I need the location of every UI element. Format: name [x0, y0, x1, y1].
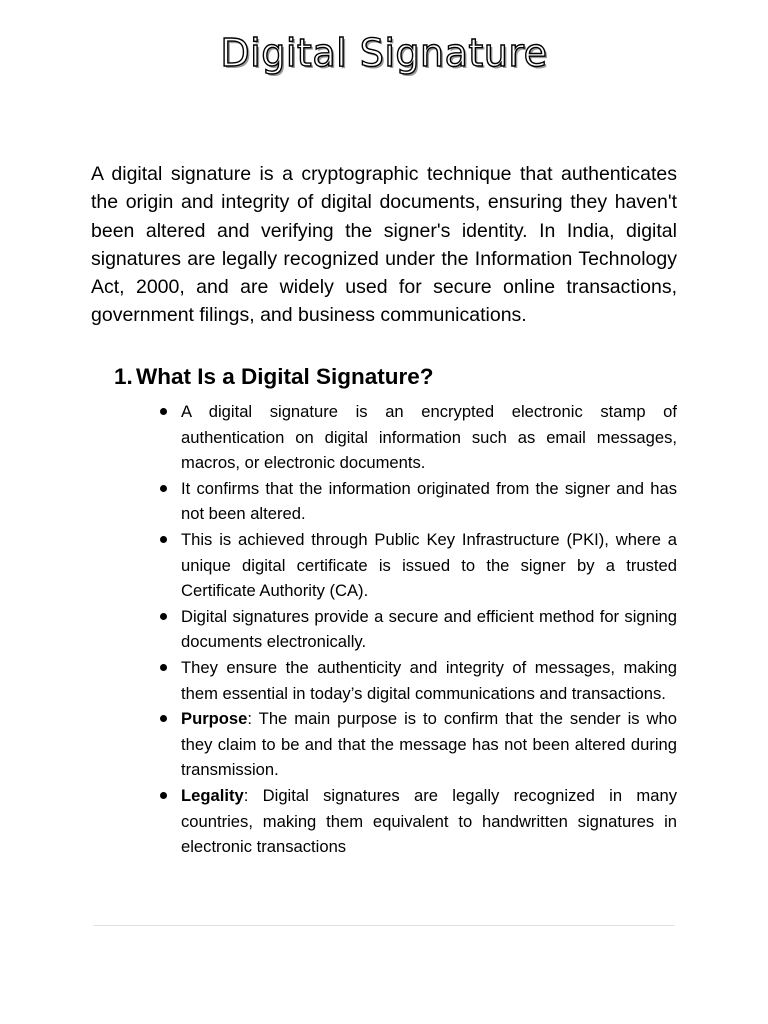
bullet-text: This is achieved through Public Key Infrastructure (PKI), where a unique digital certificate is issued to the signer by a trusted Certificate Authority (CA). — [181, 529, 677, 601]
section-number: 1. — [114, 364, 133, 389]
bullet-icon — [160, 408, 167, 415]
list-item — [181, 706, 677, 783]
footer-divider — [93, 925, 675, 926]
bullet-text: It confirms that the information originated from the signer and has not been altered. — [181, 478, 677, 524]
list-item — [181, 604, 677, 655]
bullet-icon — [160, 792, 167, 799]
bullet-text: : The main purpose is to confirm that the sender is who they claim to be and that the message has not been altered during transmission. — [181, 709, 677, 780]
bullet-lead: Purpose — [181, 709, 248, 729]
list-item — [181, 527, 677, 604]
bullet-lead: Legality — [181, 785, 244, 805]
list-item — [181, 655, 677, 706]
list-item — [181, 399, 677, 476]
bullet-text: Digital signatures provide a secure and efficient method for signing documents electronically. — [181, 606, 677, 652]
bullet-text: : Digital signatures are legally recognized in many countries, making them equivalent to handwritten signatures in electronic transactions — [181, 785, 677, 857]
bullet-text: A digital signature is an encrypted electronic stamp of authentication on digital information such as email messages, macros, or electronic documents. — [181, 402, 677, 473]
list-item — [181, 783, 677, 860]
section-heading-text: What Is a Digital Signature? — [136, 364, 434, 389]
bullet-icon — [160, 715, 167, 722]
list-item — [181, 476, 677, 527]
bullet-icon — [160, 613, 167, 620]
section-heading — [114, 361, 674, 393]
bullet-list — [181, 399, 677, 860]
bullet-icon — [160, 536, 167, 543]
bullet-text: They ensure the authenticity and integrity of messages, making them essential in today’s digital communications and transactions. — [181, 657, 677, 703]
page-title: Digital Signature — [220, 31, 548, 75]
bullet-icon — [160, 485, 167, 492]
intro-paragraph: A digital signature is a cryptographic technique that authenticates the origin and integrity of digital documents, ensuring they haven't been altered and verifying the signer's identity. In India, digital signatures are legally recognized under the Information Technology Act, 2000, and are widely used for secure online transactions, government filings, and business communications. — [91, 163, 677, 327]
bullet-icon — [160, 664, 167, 671]
